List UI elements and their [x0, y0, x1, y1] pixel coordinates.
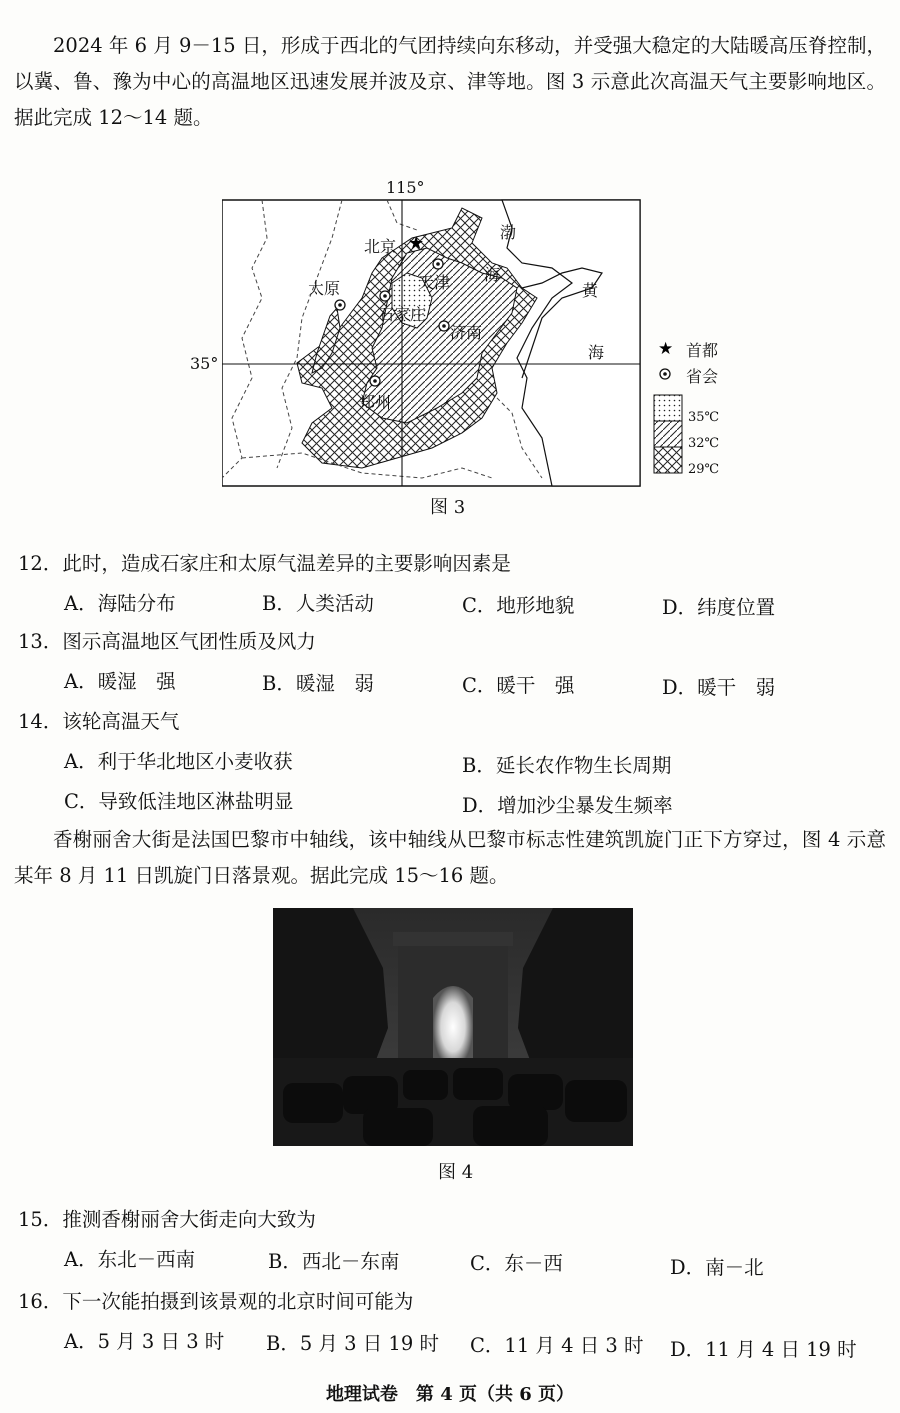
page-footer: 地理试卷 第 4 页（共 6 页） [325, 1384, 575, 1405]
lon-label: 115° [386, 178, 425, 197]
huanghai-label-2: 海 [588, 343, 605, 362]
q13-option-d[interactable]: D．暖干 弱 [662, 676, 776, 699]
q13-option-c[interactable]: C．暖干 强 [462, 674, 575, 697]
q16-option-b[interactable]: B．5 月 3 日 19 时 [266, 1332, 439, 1355]
question-14: 14．该轮高温天气 [18, 710, 180, 733]
legend-32-label: 32℃ [688, 436, 720, 451]
bohai-label-2: 海 [484, 265, 501, 284]
figure-4-caption: 图 4 [438, 1162, 474, 1183]
q16-option-d[interactable]: D．11 月 4 日 19 时 [670, 1338, 857, 1361]
beijing-label: 北京 [364, 237, 397, 256]
question-12: 12．此时，造成石家庄和太原气温差异的主要影响因素是 [18, 552, 511, 575]
jinan-label: 济南 [450, 323, 483, 342]
legend-35-label: 35℃ [688, 410, 720, 425]
q14-option-d[interactable]: D．增加沙尘暴发生频率 [462, 794, 673, 817]
q13-option-a[interactable]: A．暖湿 强 [64, 670, 176, 693]
intro-paragraph-2: 香榭丽舍大街是法国巴黎市中轴线，该中轴线从巴黎市标志性建筑凯旋门正下方穿过，图 4 示意某年 8 月 11 日凯旋门日落景观。据此完成 15～16 题。 [14, 828, 886, 887]
q14-option-a[interactable]: A．利于华北地区小麦收获 [64, 750, 293, 773]
intro-paragraph-1: 2024 年 6 月 9－15 日，形成于西北的气团持续向东移动，并受强大稳定的大陆暖高压脊控制，以冀、鲁、豫为中心的高温地区迅速发展并波及京、津等地。图 3 示意此次高温天气主要影响地区。据此完成 12～14 题。 [14, 34, 886, 129]
taiyuan-label: 太原 [308, 279, 341, 298]
legend-capital-label: 首都 [686, 341, 719, 360]
legend-star-icon: ★ [658, 339, 674, 359]
zhengzhou-label: 郑州 [359, 393, 392, 412]
q15-option-d[interactable]: D．南－北 [670, 1256, 764, 1279]
legend-35-swatch [654, 395, 682, 421]
legend-provincial-label: 省会 [686, 367, 719, 386]
lat-label: 35° [190, 354, 219, 373]
q12-option-b[interactable]: B．人类活动 [262, 592, 374, 615]
q12-option-a[interactable]: A．海陆分布 [64, 592, 176, 615]
question-15: 15．推测香榭丽舍大街走向大致为 [18, 1208, 316, 1231]
q16-option-a[interactable]: A．5 月 3 日 3 时 [64, 1330, 225, 1353]
bohai-label-1: 渤 [500, 223, 517, 242]
q13-option-b[interactable]: B．暖湿 弱 [262, 672, 374, 695]
q15-option-b[interactable]: B．西北－东南 [268, 1250, 400, 1273]
figure-3-map [190, 178, 732, 498]
legend-29-label: 29℃ [688, 462, 720, 477]
q15-option-c[interactable]: C．东－西 [470, 1252, 563, 1275]
figure-4-photo [273, 908, 633, 1146]
legend-29-swatch [654, 447, 682, 473]
question-16: 16．下一次能拍摄到该景观的北京时间可能为 [18, 1290, 414, 1313]
q12-option-c[interactable]: C．地形地貌 [462, 594, 575, 617]
q14-option-c[interactable]: C．导致低洼地区淋盐明显 [64, 790, 294, 813]
question-13: 13．图示高温地区气团性质及风力 [18, 630, 316, 653]
q16-option-c[interactable]: C．11 月 4 日 3 时 [470, 1334, 644, 1357]
figure-3-caption: 图 3 [430, 497, 466, 518]
shijiazhuang-label: 石家庄 [378, 305, 427, 324]
huanghai-label-1: 黄 [582, 281, 599, 300]
q15-option-a[interactable]: A．东北－西南 [64, 1248, 196, 1271]
arc-de-triomphe-sunset-image [273, 908, 633, 1146]
q14-option-b[interactable]: B．延长农作物生长周期 [462, 754, 672, 777]
legend-32-swatch [654, 421, 682, 447]
tianjin-label: 天津 [418, 273, 451, 292]
q12-option-d[interactable]: D．纬度位置 [662, 596, 776, 619]
beijing-star-icon: ★ [408, 233, 425, 254]
